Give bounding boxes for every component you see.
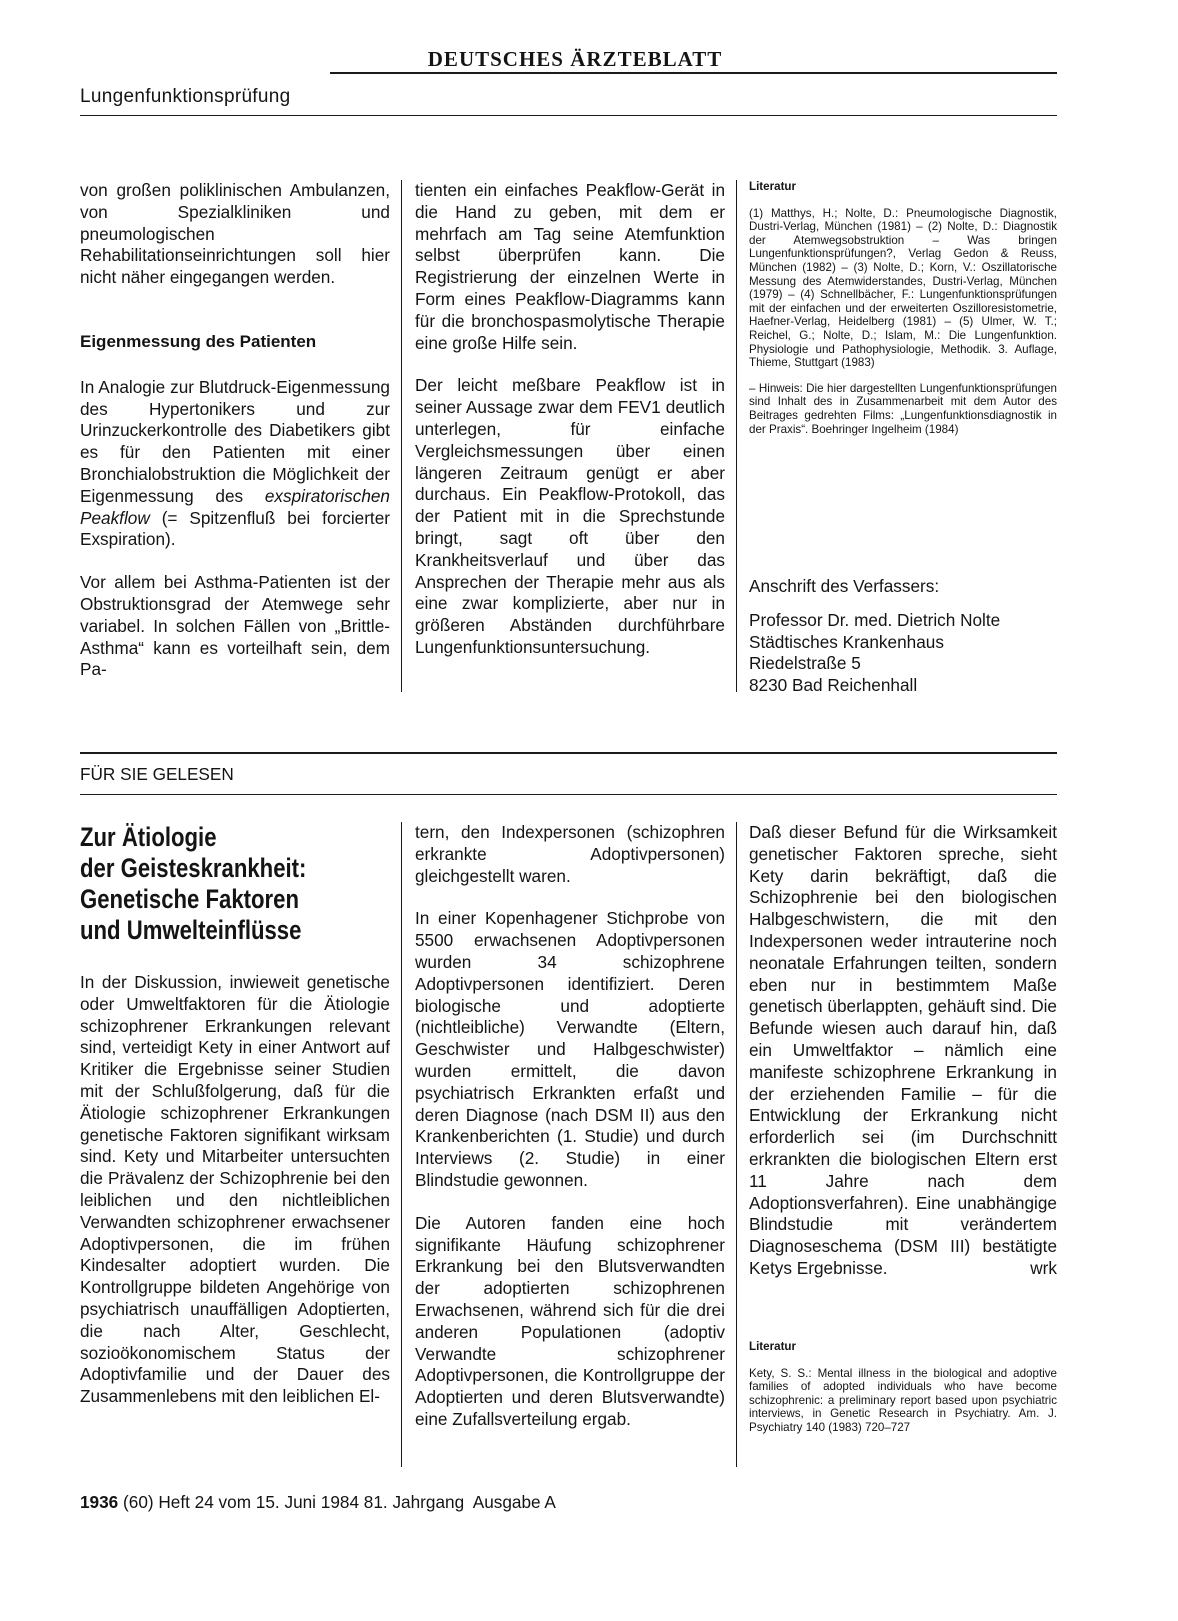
address-line: Riedelstraße 5: [749, 653, 861, 674]
literature-title: Literatur: [749, 1340, 797, 1353]
article2-headline: [80, 822, 318, 946]
paragraph: In einer Kopenhagener Stichprobe von 5500 erwachsenen Adoptivpersonen wurden 34 schizophrene Adoptivpersonen identifiziert. Deren biologische und adoptierte (nichtleibliche) Verwandte (Eltern, Geschwister und Halbgeschwister) wurden ermittelt, die davon psychiatrisch Erkrankten erfaßt und deren Diagnose (nach DSM II) aus den Krankenberichten (1. Studie) und durch Interviews (2. Studie) in einer Blindstudie gewonnen.: [415, 908, 725, 1190]
literature-note: – Hinweis: Die hier dargestellten Lungenfunktionsprüfungen sind Inhalt des in Zusammenarbeit mit dem Autor des Beitrages gedrehten Films: „Lungenfunktionsdiagnostik in der Praxis“. Boehringer Ingelheim (1984): [749, 381, 1057, 436]
literature-text: (1) Matthys, H.; Nolte, D.: Pneumologische Diagnostik, Dustri-Verlag, München (1981) – (2) Nolte, D.: Diagnostik der Atemwegsobstruktion – Was bringen Lungenfunktionsprüfungen?, Verlag Gedon & Reuss, München (1982) – (3) Nolte, D.; Korn, V.: Oszillatorische Messung des Atemwiderstandes, Dustri-Verlag, München (1979) – (4) Schnellbächer, F.: Lungenfunktionsprüfungen mit der einfachen und der erweiterten Oszilloresistometrie, Haefner-Verlag, Heidelberg (1981) – (5) Ulmer, W. T.; Reichel, G.; Nolte, D.; Islam, M.: Die Lungenfunktion. Physiologie und Pathophysiologie, Methodik. 3. Auflage, Thieme, Stuttgart (1983): [749, 206, 1057, 370]
paragraph: tern, den Indexpersonen (schizophren erkrankte Adoptivpersonen) gleichgestellt waren.: [415, 822, 725, 886]
header-rule: [80, 115, 1057, 116]
article2-column-2: [415, 822, 725, 1452]
headline-line: Genetische Faktoren: [80, 884, 300, 914]
author-sign: wrk: [1030, 1257, 1057, 1278]
issue-info: (60) Heft 24 vom 15. Juni 1984 81. Jahrgang Ausgabe A: [123, 1492, 556, 1512]
literature-title: Literatur: [749, 180, 797, 193]
column-divider: [401, 180, 402, 692]
page-number: 1936: [80, 1492, 119, 1512]
column-divider: [736, 180, 737, 692]
author-address: [749, 576, 1057, 697]
page-footer: [80, 1492, 556, 1513]
address-line: Professor Dr. med. Dietrich Nolte: [749, 609, 1001, 630]
article2-literature: [749, 1340, 1057, 1447]
section-label-top: Lungenfunktionsprüfung: [80, 86, 291, 107]
paragraph: tienten ein einfaches Peakflow-Gerät in die Hand zu geben, mit dem er mehrfach am Tag seine Atemfunktion selbst überprüfen kann. Die Registrierung der einzelnen Werte in Form eines Peakflow-Diagramms kann für die bronchospasmolytische Therapie eine große Hilfe sein.: [415, 180, 725, 353]
column-divider: [401, 822, 402, 1467]
address-title: Anschrift des Verfassers:: [749, 576, 940, 596]
section-rule: [80, 752, 1057, 754]
section-label-bottom: FÜR SIE GELESEN: [80, 764, 234, 784]
headline-line: Zur Ätiologie: [80, 822, 217, 852]
article2-column-3: [749, 822, 1057, 1294]
section-rule: [80, 794, 1057, 795]
headline-line: und Umwelteinflüsse: [80, 915, 302, 945]
masthead-rule: [330, 72, 1057, 74]
column-divider: [736, 822, 737, 1467]
paragraph: Daß dieser Befund für die Wirksamkeit genetischer Faktoren spreche, sieht Kety darin bekräftigt, daß die Schizophrenie bei den biologischen Halbgeschwistern, die mit den Indexpersonen weder intrauterine noch neonatale Erfahrungen teilten, sondern eben nur in bestimmtem Maße genetisch überlappten, gehäuft sind. Die Befunde wiesen auch darauf hin, daß ein Umweltfaktor – nämlich eine manifeste schizophrene Erkrankung in der erziehenden Familie – für die Entwicklung der Erkrankung nicht erforderlich sei (im Durchschnitt erkrankten die biologischen Eltern erst 11 Jahre nach dem Adoptionsverfahren). Eine unabhängige Blindstudie mit verändertem Diagnoseschema (DSM III) bestätigte Ketys Ergebnisse. wrk: [749, 822, 1057, 1278]
address-line: 8230 Bad Reichenhall: [749, 675, 918, 696]
paragraph: Der leicht meßbare Peakflow ist in seiner Aussage zwar dem FEV1 deutlich unterlegen, für einfache Vergleichsmessungen über einen längeren Zeitraum genügt er aber durchaus. Ein Peakflow-Protokoll, das der Patient mit in die Sprechstunde bringt, sagt oft über den Krankheitsverlauf und über das Ansprechen der Therapie mehr aus als eine zwar komplizierte, aber nur in größeren Abständen durchführbare Lungenfunktionsuntersuchung.: [415, 375, 725, 657]
paragraph: von großen poliklinischen Ambulanzen, von Spezialkliniken und pneumologischen Rehabilitationseinrichtungen soll hier nicht näher eingegangen werden.: [80, 180, 390, 288]
literature-text: Kety, S. S.: Mental illness in the biological and adoptive families of adopted individuals who have become schizophrenic: a preliminary report based upon psychiatric interviews, in Genetic Research in Psychiatry. Am. J. Psychiatry 140 (1983) 720–727: [749, 1366, 1057, 1434]
headline-line: der Geisteskrankheit:: [80, 853, 307, 883]
article2-column-1: [80, 972, 390, 1429]
section-heading: Eigenmessung des Patienten: [80, 331, 317, 351]
paragraph: In Analogie zur Blutdruck-Eigenmessung des Hypertonikers und zur Urinzuckerkontrolle des Diabetikers gibt es für den Patienten mit einer Bronchialobstruktion die Möglichkeit der Eigenmessung des exspiratorischen Peakflow (= Spitzenfluß bei forcierter Exspiration).: [80, 376, 390, 550]
paragraph: In der Diskussion, inwieweit genetische oder Umweltfaktoren für die Ätiologie schizophrener Erkrankungen relevant sind, verteidigt Kety in einer Antwort auf Kritiker die Ergebnisse seiner Studien mit der Schlußfolgerung, daß für die Ätiologie schizophrener Erkrankungen genetische Faktoren signifikant wirksam sind. Kety und Mitarbeiter untersuchten die Prävalenz der Schizophrenie bei den leiblichen und den nichtleiblichen Verwandten schizophrener erwachsener Adoptivpersonen, die im frühen Kindesalter adoptiert wurden. Die Kontrollgruppe bildeten Angehörige von psychiatrisch unauffälligen Adoptierten, die nach Alter, Geschlecht, sozioökonomischem Status der Adoptivfamilie und der Dauer des Zusammenlebens mit den leiblichen El-: [80, 972, 390, 1407]
masthead: DEUTSCHES ÄRZTEBLATT: [427, 47, 723, 71]
address-line: Städtisches Krankenhaus: [749, 631, 944, 652]
paragraph: Die Autoren fanden eine hoch signifikante Häufung schizophrener Erkrankung bei den Blutsverwandten der adoptierten schizophrenen Erwachsenen, während sich für die drei anderen Populationen (adoptiv Verwandte schizophrener Adoptivpersonen, die Kontrollgruppe der Adoptierten und deren Blutsverwandte) eine Zufallsverteilung ergab.: [415, 1212, 725, 1429]
article1-column-2: [415, 180, 725, 680]
article1-column-1: [80, 180, 390, 702]
paragraph: Vor allem bei Asthma-Patienten ist der Obstruktionsgrad der Atemwege sehr variabel. In solchen Fällen von „Brittle-Asthma“ kann es vorteilhaft sein, dem Pa-: [80, 572, 390, 680]
article1-literature: [749, 180, 1057, 448]
